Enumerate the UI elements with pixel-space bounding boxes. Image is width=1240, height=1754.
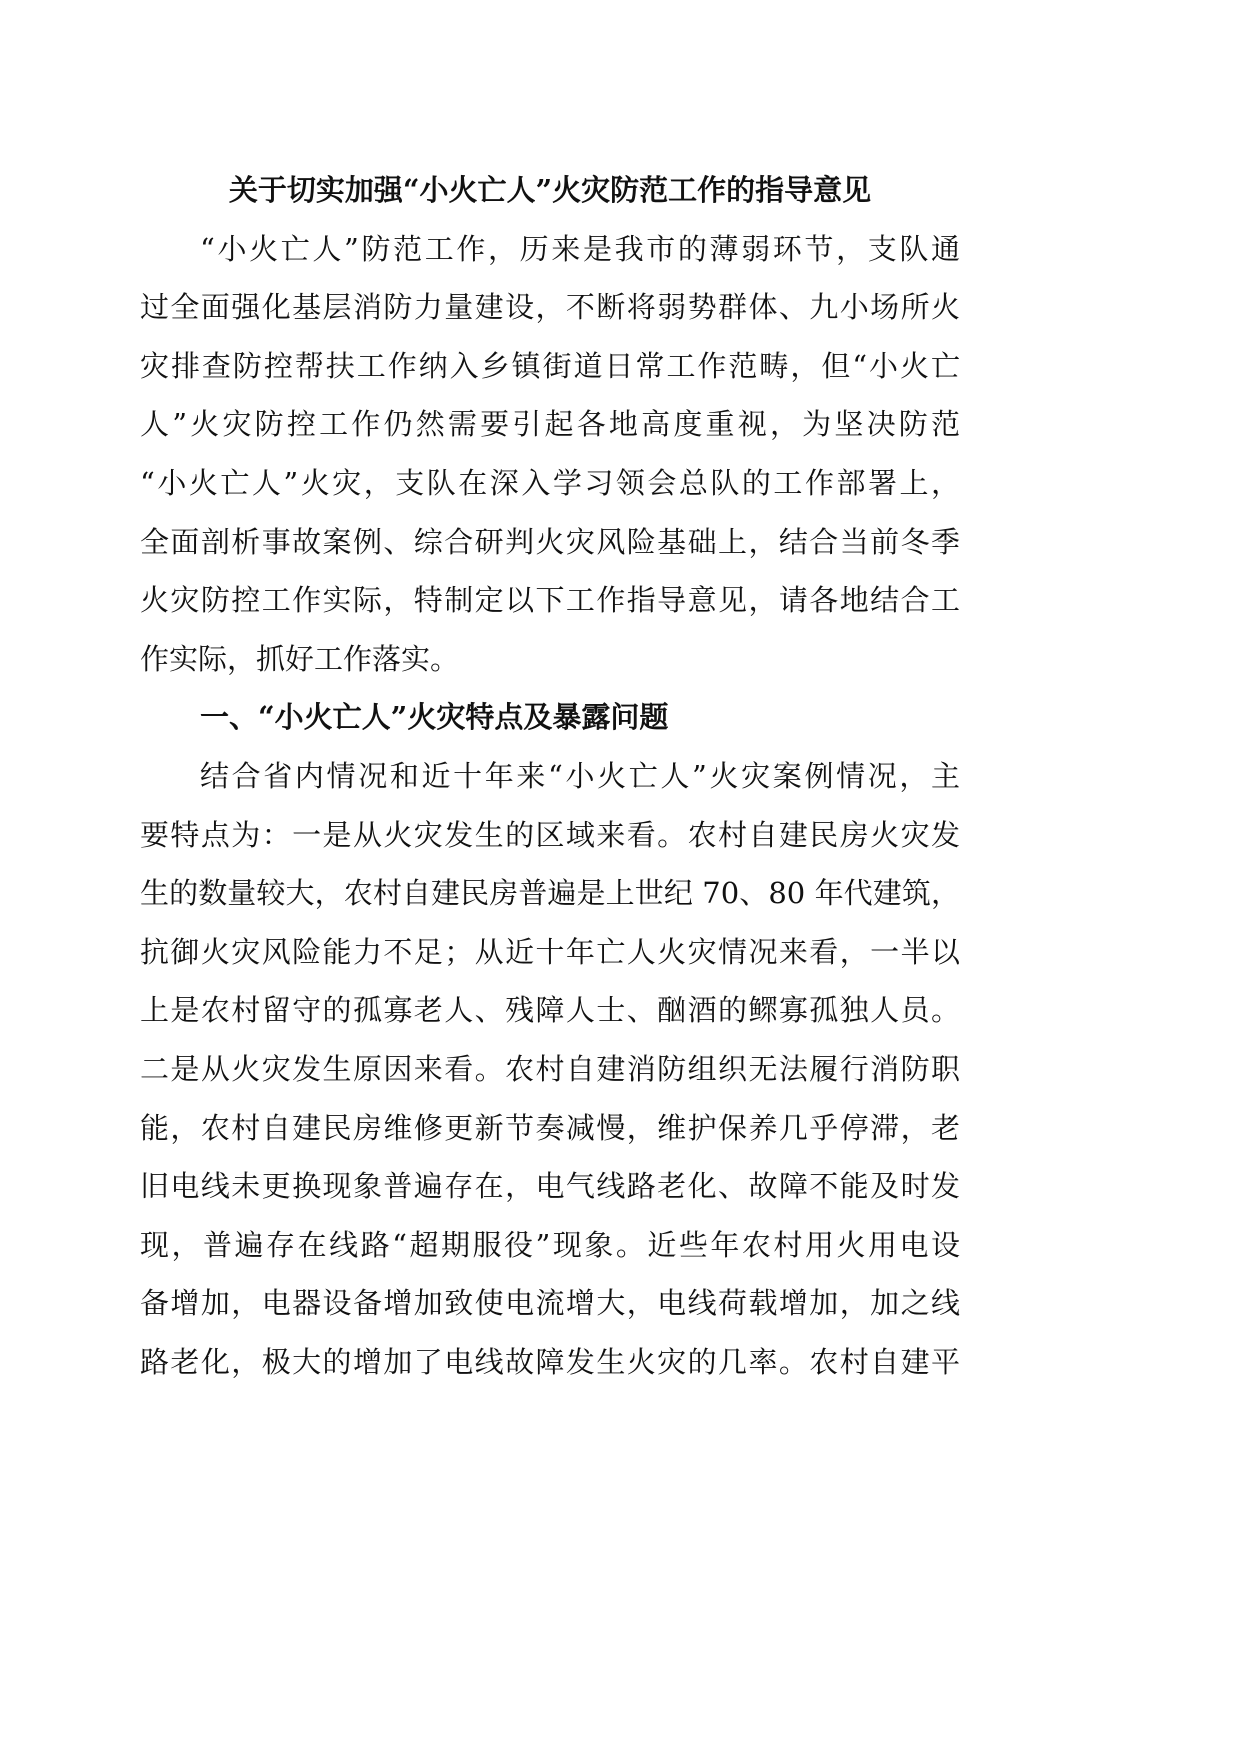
body-line: 过全面强化基层消防力量建设，不断将弱势群体、九小场所火 [140,290,960,325]
body-line: 生的数量较大，农村自建民房普遍是上世纪 70、80 年代建筑， [140,876,960,911]
intro-paragraph [140,220,960,689]
body-line: 灾排查防控帮扶工作纳入乡镇街道日常工作范畴，但“小火亡 [140,348,960,383]
body-line: 要特点为：一是从火灾发生的区域来看。农村自建民房火灾发 [140,817,960,852]
body-line: “小火亡人”火灾，支队在深入学习领会总队的工作部署上， [140,465,960,500]
body-line: 抗御火灾风险能力不足；从近十年亡人火灾情况来看，一半以 [140,934,960,969]
body-line: 路老化，极大的增加了电线故障发生火灾的几率。农村自建平 [140,1344,960,1379]
body-line: 现，普遍存在线路“超期服役”现象。近些年农村用火用电设 [140,1227,960,1262]
body-line: 人”火灾防控工作仍然需要引起各地高度重视，为坚决防范 [140,407,960,442]
section-paragraph [140,747,960,1392]
body-line: 火灾防控工作实际，特制定以下工作指导意见，请各地结合工 [140,583,960,618]
body-line: 结合省内情况和近十年来“小火亡人”火灾案例情况，主 [200,758,960,793]
body-line: 上是农村留守的孤寡老人、残障人士、酗酒的鳏寡孤独人员。 [140,993,960,1028]
body-line: 旧电线未更换现象普遍存在，电气线路老化、故障不能及时发 [140,1169,960,1204]
body-line: 备增加，电器设备增加致使电流增大，电线荷载增加，加之线 [140,1286,960,1321]
body-line: “小火亡人”防范工作，历来是我市的薄弱环节，支队通 [200,231,960,266]
body-line: 全面剖析事故案例、综合研判火灾风险基础上，结合当前冬季 [140,524,960,559]
body-line: 作实际，抓好工作落实。 [140,641,460,676]
body-line: 二是从火灾发生原因来看。农村自建消防组织无法履行消防职 [140,1051,960,1086]
document-body [140,161,960,1391]
section-heading: 一、“小火亡人”火灾特点及暴露问题 [200,700,669,735]
body-line: 能，农村自建民房维修更新节奏减慢，维护保养几乎停滞，老 [140,1110,960,1145]
document-title: 关于切实加强“小火亡人”火灾防范工作的指导意见 [228,173,872,207]
